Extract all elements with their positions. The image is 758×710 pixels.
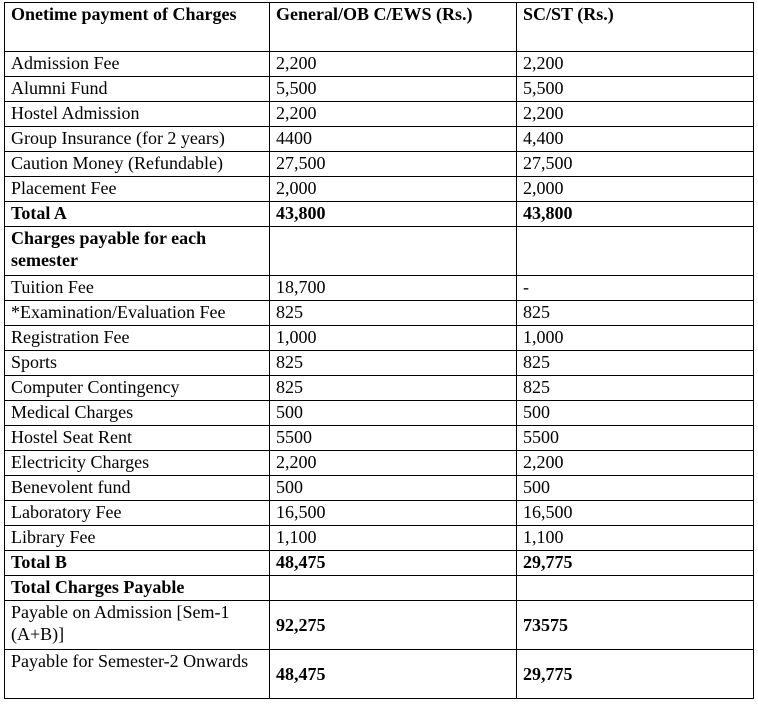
row-label: Laboratory Fee bbox=[5, 501, 270, 526]
row-label: Electricity Charges bbox=[5, 451, 270, 476]
table-row bbox=[5, 102, 754, 127]
payable-admission-scst: 73575 bbox=[517, 601, 754, 650]
general-value: 2,200 bbox=[270, 102, 517, 127]
row-label: Benevolent fund bbox=[5, 476, 270, 501]
scst-value: 500 bbox=[517, 401, 754, 426]
scst-value: 2,000 bbox=[517, 177, 754, 202]
table-row bbox=[5, 426, 754, 451]
payable-sem2-row bbox=[5, 650, 754, 699]
general-value: 825 bbox=[270, 351, 517, 376]
general-value: 27,500 bbox=[270, 152, 517, 177]
table-row bbox=[5, 301, 754, 326]
scst-value: 825 bbox=[517, 301, 754, 326]
row-label: Hostel Seat Rent bbox=[5, 426, 270, 451]
table-row bbox=[5, 276, 754, 301]
scst-value: 5500 bbox=[517, 426, 754, 451]
scst-value: 825 bbox=[517, 351, 754, 376]
row-label: Medical Charges bbox=[5, 401, 270, 426]
row-label: Alumni Fund bbox=[5, 77, 270, 102]
total-a-label: Total A bbox=[5, 202, 270, 227]
table-row bbox=[5, 351, 754, 376]
general-value: 4400 bbox=[270, 127, 517, 152]
table-row bbox=[5, 476, 754, 501]
row-label: Library Fee bbox=[5, 526, 270, 551]
general-value: 1,000 bbox=[270, 326, 517, 351]
table-row bbox=[5, 526, 754, 551]
header-charges: Onetime payment of Charges bbox=[5, 3, 270, 52]
table-row bbox=[5, 52, 754, 77]
row-label: Hostel Admission bbox=[5, 102, 270, 127]
general-value: 825 bbox=[270, 301, 517, 326]
header-row bbox=[5, 3, 754, 52]
header-scst: SC/ST (Rs.) bbox=[517, 3, 754, 52]
scst-value: 27,500 bbox=[517, 152, 754, 177]
scst-value: 2,200 bbox=[517, 451, 754, 476]
table-row bbox=[5, 501, 754, 526]
general-value: 1,100 bbox=[270, 526, 517, 551]
row-label: Placement Fee bbox=[5, 177, 270, 202]
table-row bbox=[5, 326, 754, 351]
general-value: 825 bbox=[270, 376, 517, 401]
total-b-row bbox=[5, 551, 754, 576]
empty-cell bbox=[270, 576, 517, 601]
scst-value: 2,200 bbox=[517, 52, 754, 77]
scst-value: 825 bbox=[517, 376, 754, 401]
general-value: 500 bbox=[270, 476, 517, 501]
scst-value: 2,200 bbox=[517, 102, 754, 127]
general-value: 2,200 bbox=[270, 451, 517, 476]
general-value: 16,500 bbox=[270, 501, 517, 526]
total-b-label: Total B bbox=[5, 551, 270, 576]
general-value: 2,200 bbox=[270, 52, 517, 77]
total-heading-row bbox=[5, 576, 754, 601]
row-label: Tuition Fee bbox=[5, 276, 270, 301]
semester-heading-row bbox=[5, 227, 754, 276]
total-b-scst: 29,775 bbox=[517, 551, 754, 576]
row-label: Admission Fee bbox=[5, 52, 270, 77]
table-row bbox=[5, 376, 754, 401]
total-a-row bbox=[5, 202, 754, 227]
fee-structure-table bbox=[4, 2, 754, 699]
table-row bbox=[5, 401, 754, 426]
table-row bbox=[5, 127, 754, 152]
empty-cell bbox=[517, 227, 754, 276]
general-value: 18,700 bbox=[270, 276, 517, 301]
total-heading: Total Charges Payable bbox=[5, 576, 270, 601]
table-row bbox=[5, 152, 754, 177]
row-label: Sports bbox=[5, 351, 270, 376]
table-row bbox=[5, 451, 754, 476]
header-general: General/OB C/EWS (Rs.) bbox=[270, 3, 517, 52]
payable-admission-general: 92,275 bbox=[270, 601, 517, 650]
payable-sem2-label: Payable for Semester-2 Onwards bbox=[5, 650, 270, 699]
semester-heading: Charges payable for each semester bbox=[5, 227, 270, 276]
payable-sem2-scst: 29,775 bbox=[517, 650, 754, 699]
payable-admission-label: Payable on Admission [Sem-1 (A+B)] bbox=[5, 601, 270, 650]
general-value: 2,000 bbox=[270, 177, 517, 202]
table-row bbox=[5, 77, 754, 102]
scst-value: 5,500 bbox=[517, 77, 754, 102]
table-row bbox=[5, 177, 754, 202]
empty-cell bbox=[270, 227, 517, 276]
total-a-general: 43,800 bbox=[270, 202, 517, 227]
general-value: 5,500 bbox=[270, 77, 517, 102]
row-label: Group Insurance (for 2 years) bbox=[5, 127, 270, 152]
row-label: *Examination/Evaluation Fee bbox=[5, 301, 270, 326]
row-label: Caution Money (Refundable) bbox=[5, 152, 270, 177]
payable-sem2-general: 48,475 bbox=[270, 650, 517, 699]
payable-admission-row bbox=[5, 601, 754, 650]
row-label: Registration Fee bbox=[5, 326, 270, 351]
scst-value: 500 bbox=[517, 476, 754, 501]
scst-value: 16,500 bbox=[517, 501, 754, 526]
empty-cell bbox=[517, 576, 754, 601]
scst-value: - bbox=[517, 276, 754, 301]
scst-value: 1,000 bbox=[517, 326, 754, 351]
scst-value: 1,100 bbox=[517, 526, 754, 551]
total-a-scst: 43,800 bbox=[517, 202, 754, 227]
total-b-general: 48,475 bbox=[270, 551, 517, 576]
general-value: 500 bbox=[270, 401, 517, 426]
row-label: Computer Contingency bbox=[5, 376, 270, 401]
scst-value: 4,400 bbox=[517, 127, 754, 152]
general-value: 5500 bbox=[270, 426, 517, 451]
